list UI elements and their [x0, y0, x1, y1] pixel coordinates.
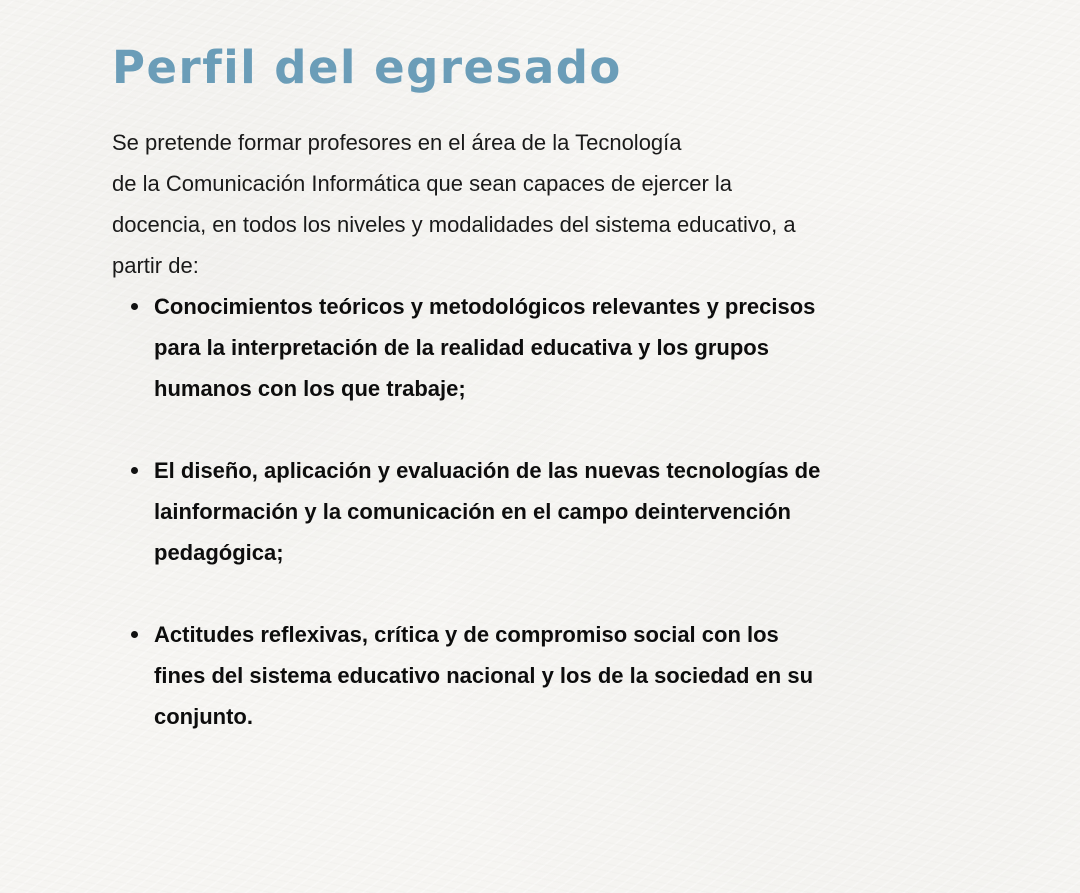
intro-line: Se pretende formar profesores en el área de la Tecnología	[112, 130, 682, 155]
bullet-icon	[131, 303, 138, 310]
intro-line: docencia, en todos los niveles y modalidades del sistema educativo, a	[112, 212, 796, 237]
intro-line: de la Comunicación Informática que sean capaces de ejercer la	[112, 171, 733, 196]
intro-line: partir de:	[112, 253, 199, 278]
list-item	[112, 614, 942, 737]
list-item-line: pedagógica;	[154, 540, 284, 565]
list-item-line: conjunto.	[154, 704, 253, 729]
list-item	[112, 450, 942, 573]
profile-list	[112, 286, 942, 737]
list-item	[112, 286, 942, 409]
list-item-line: lainformación y la comunicación en el campo deintervención	[154, 499, 791, 524]
intro-paragraph	[112, 122, 932, 286]
list-item-line: fines del sistema educativo nacional y los de la sociedad en su	[154, 663, 814, 688]
list-item-line: humanos con los que trabaje;	[154, 376, 466, 401]
list-item-line: El diseño, aplicación y evaluación de las nuevas tecnologías de	[154, 458, 821, 483]
bullet-icon	[131, 467, 138, 474]
page-title: Perfil del egresado	[112, 41, 622, 94]
document-page	[112, 38, 942, 737]
bullet-icon	[131, 631, 138, 638]
list-item-line: para la interpretación de la realidad educativa y los grupos	[154, 335, 769, 360]
list-item-line: Conocimientos teóricos y metodológicos relevantes y precisos	[154, 294, 816, 319]
list-item-line: Actitudes reflexivas, crítica y de compromiso social con los	[154, 622, 779, 647]
